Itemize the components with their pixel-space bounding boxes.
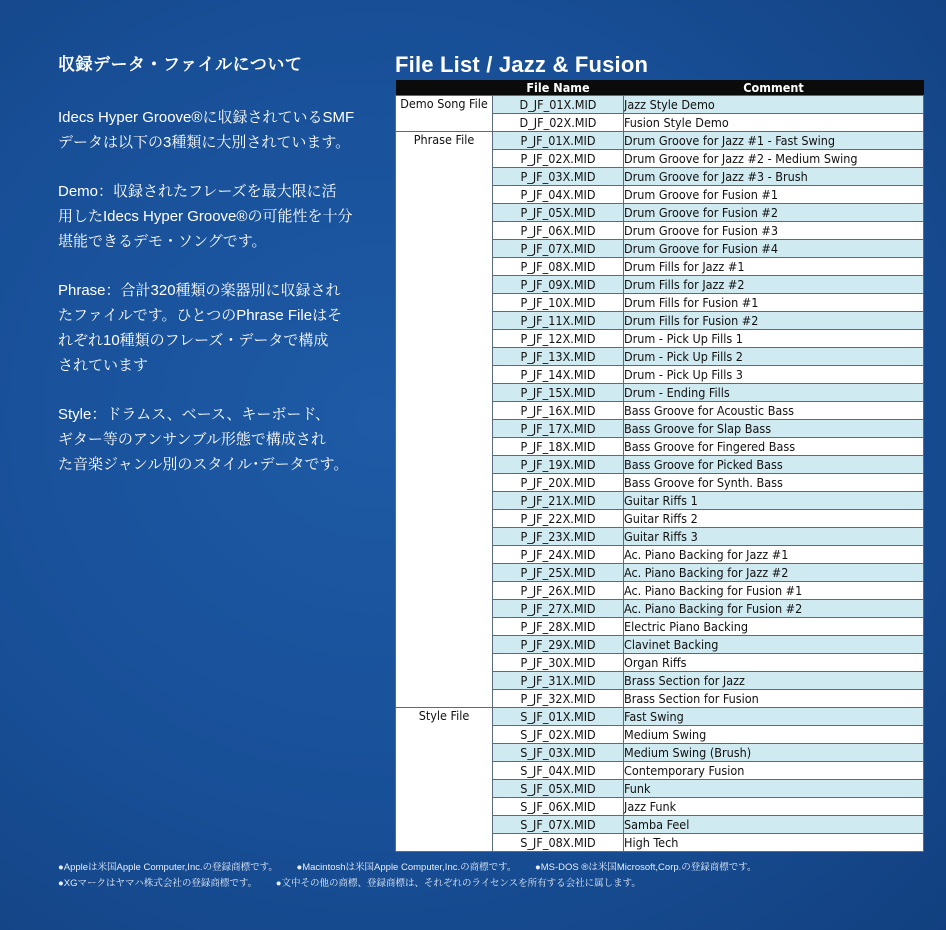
file-name-cell: P_JF_24X.MID [493, 546, 624, 564]
comment-cell: Drum Groove for Jazz #2 - Medium Swing [624, 150, 924, 168]
description-column [58, 50, 368, 501]
comment-cell: Bass Groove for Fingered Bass [624, 438, 924, 456]
comment-cell: Ac. Piano Backing for Jazz #1 [624, 546, 924, 564]
file-name-cell: P_JF_17X.MID [493, 420, 624, 438]
file-name-column-header: File Name [493, 80, 624, 96]
style-paragraph [58, 402, 368, 477]
comment-cell: Guitar Riffs 1 [624, 492, 924, 510]
style-line: Style：ドラムス、ベース、キーボード、 [58, 406, 330, 423]
file-name-cell: P_JF_22X.MID [493, 510, 624, 528]
comment-cell: Drum - Ending Fills [624, 384, 924, 402]
comment-column-header: Comment [624, 80, 924, 96]
file-list-body [396, 96, 924, 852]
file-name-cell: P_JF_03X.MID [493, 168, 624, 186]
file-name-cell: S_JF_02X.MID [493, 726, 624, 744]
file-name-cell: P_JF_27X.MID [493, 600, 624, 618]
comment-cell: Drum - Pick Up Fills 3 [624, 366, 924, 384]
file-name-cell: P_JF_02X.MID [493, 150, 624, 168]
comment-cell: Drum Groove for Fusion #3 [624, 222, 924, 240]
intro-line: Idecs Hyper Groove®に収録されているSMF [58, 109, 355, 126]
category-cell: Style File [396, 708, 493, 852]
table-header-row [396, 80, 924, 96]
footer-line [58, 860, 918, 876]
file-name-cell: P_JF_31X.MID [493, 672, 624, 690]
comment-cell: Drum Groove for Fusion #4 [624, 240, 924, 258]
file-name-cell: P_JF_16X.MID [493, 402, 624, 420]
comment-cell: Guitar Riffs 3 [624, 528, 924, 546]
comment-cell: Drum Groove for Fusion #1 [624, 186, 924, 204]
table-row [396, 96, 924, 114]
comment-cell: Ac. Piano Backing for Fusion #2 [624, 600, 924, 618]
comment-cell: Drum Groove for Fusion #2 [624, 204, 924, 222]
file-name-cell: P_JF_20X.MID [493, 474, 624, 492]
comment-cell: Drum - Pick Up Fills 1 [624, 330, 924, 348]
phrase-line: Phrase：合計320種類の楽器別に収録され [58, 282, 341, 299]
trademark-note: ●XGマークはヤマハ株式会社の登録商標です。 [58, 878, 258, 889]
demo-line: Demo：収録されたフレーズを最大限に活 [58, 183, 337, 200]
comment-cell: Jazz Funk [624, 798, 924, 816]
file-name-cell: P_JF_13X.MID [493, 348, 624, 366]
comment-cell: Guitar Riffs 2 [624, 510, 924, 528]
comment-cell: Bass Groove for Slap Bass [624, 420, 924, 438]
file-name-cell: P_JF_18X.MID [493, 438, 624, 456]
comment-cell: Organ Riffs [624, 654, 924, 672]
comment-cell: Ac. Piano Backing for Fusion #1 [624, 582, 924, 600]
file-list-title: File List / Jazz & Fusion [395, 52, 649, 77]
comment-cell: Drum Fills for Fusion #1 [624, 294, 924, 312]
comment-cell: Electric Piano Backing [624, 618, 924, 636]
comment-cell: Bass Groove for Synth. Bass [624, 474, 924, 492]
footer-line [58, 876, 918, 892]
trademark-note: ●文中その他の商標、登録商標は、それぞれのライセンスを所有する会社に属します。 [275, 878, 641, 889]
trademark-note: ●Macintoshは米国Apple Computer,Inc.の商標です。 [296, 862, 517, 873]
comment-cell: Samba Feel [624, 816, 924, 834]
trademark-note: ●MS-DOS ®は米国Microsoft,Corp.の登録商標です。 [535, 862, 757, 873]
comment-cell: Drum Fills for Jazz #2 [624, 276, 924, 294]
intro-paragraph [58, 105, 368, 155]
trademark-note: ●Appleは米国Apple Computer,Inc.の登録商標です。 [58, 862, 278, 873]
file-name-cell: P_JF_28X.MID [493, 618, 624, 636]
category-cell: Phrase File [396, 132, 493, 708]
comment-cell: Fast Swing [624, 708, 924, 726]
comment-cell: Drum Groove for Jazz #1 - Fast Swing [624, 132, 924, 150]
file-name-cell: P_JF_09X.MID [493, 276, 624, 294]
file-name-cell: P_JF_06X.MID [493, 222, 624, 240]
file-name-cell: P_JF_21X.MID [493, 492, 624, 510]
file-name-cell: P_JF_32X.MID [493, 690, 624, 708]
file-name-cell: P_JF_29X.MID [493, 636, 624, 654]
category-column-header [396, 80, 493, 96]
file-name-cell: P_JF_19X.MID [493, 456, 624, 474]
table-row [396, 708, 924, 726]
comment-cell: Jazz Style Demo [624, 96, 924, 114]
file-name-cell: S_JF_06X.MID [493, 798, 624, 816]
comment-cell: Medium Swing [624, 726, 924, 744]
file-name-cell: S_JF_03X.MID [493, 744, 624, 762]
file-name-cell: P_JF_30X.MID [493, 654, 624, 672]
comment-cell: Ac. Piano Backing for Jazz #2 [624, 564, 924, 582]
file-name-cell: P_JF_26X.MID [493, 582, 624, 600]
file-name-cell: D_JF_01X.MID [493, 96, 624, 114]
file-name-cell: P_JF_23X.MID [493, 528, 624, 546]
file-name-cell: S_JF_05X.MID [493, 780, 624, 798]
table-row [396, 132, 924, 150]
comment-cell: Brass Section for Jazz [624, 672, 924, 690]
file-name-cell: P_JF_14X.MID [493, 366, 624, 384]
comment-cell: Clavinet Backing [624, 636, 924, 654]
file-name-cell: S_JF_01X.MID [493, 708, 624, 726]
phrase-line: されています [58, 357, 149, 374]
file-list-table [395, 80, 924, 852]
file-name-cell: S_JF_08X.MID [493, 834, 624, 852]
file-name-cell: P_JF_04X.MID [493, 186, 624, 204]
phrase-paragraph [58, 278, 368, 378]
demo-line: 用したIdecs Hyper Groove®の可能性を十分 [58, 208, 353, 225]
demo-line: 堪能できるデモ・ソングです。 [58, 233, 267, 250]
comment-cell: Drum Groove for Jazz #3 - Brush [624, 168, 924, 186]
file-list-section [395, 52, 924, 852]
category-cell: Demo Song File [396, 96, 493, 132]
file-name-cell: P_JF_10X.MID [493, 294, 624, 312]
comment-cell: High Tech [624, 834, 924, 852]
comment-cell: Fusion Style Demo [624, 114, 924, 132]
comment-cell: Medium Swing (Brush) [624, 744, 924, 762]
file-name-cell: S_JF_04X.MID [493, 762, 624, 780]
file-name-cell: D_JF_02X.MID [493, 114, 624, 132]
style-line: た音楽ジャンル別のスタイル･データです。 [58, 456, 349, 473]
file-name-cell: S_JF_07X.MID [493, 816, 624, 834]
intro-line: データは以下の3種類に大別されています。 [58, 134, 351, 151]
file-name-cell: P_JF_25X.MID [493, 564, 624, 582]
phrase-line: れぞれ10種類のフレーズ・データで構成 [58, 332, 329, 349]
comment-cell: Drum Fills for Jazz #1 [624, 258, 924, 276]
comment-cell: Bass Groove for Picked Bass [624, 456, 924, 474]
comment-cell: Drum - Pick Up Fills 2 [624, 348, 924, 366]
file-name-cell: P_JF_07X.MID [493, 240, 624, 258]
file-name-cell: P_JF_08X.MID [493, 258, 624, 276]
comment-cell: Bass Groove for Acoustic Bass [624, 402, 924, 420]
phrase-line: たファイルです。ひとつのPhrase Fileはそ [58, 307, 343, 324]
comment-cell: Brass Section for Fusion [624, 690, 924, 708]
section-title: 収録データ・ファイルについて [58, 55, 303, 74]
comment-cell: Contemporary Fusion [624, 762, 924, 780]
footer-notes [58, 860, 918, 892]
file-name-cell: P_JF_01X.MID [493, 132, 624, 150]
comment-cell: Funk [624, 780, 924, 798]
file-name-cell: P_JF_05X.MID [493, 204, 624, 222]
demo-paragraph [58, 179, 368, 254]
style-line: ギター等のアンサンブル形態で構成され [58, 431, 326, 448]
file-name-cell: P_JF_11X.MID [493, 312, 624, 330]
file-name-cell: P_JF_12X.MID [493, 330, 624, 348]
comment-cell: Drum Fills for Fusion #2 [624, 312, 924, 330]
file-name-cell: P_JF_15X.MID [493, 384, 624, 402]
